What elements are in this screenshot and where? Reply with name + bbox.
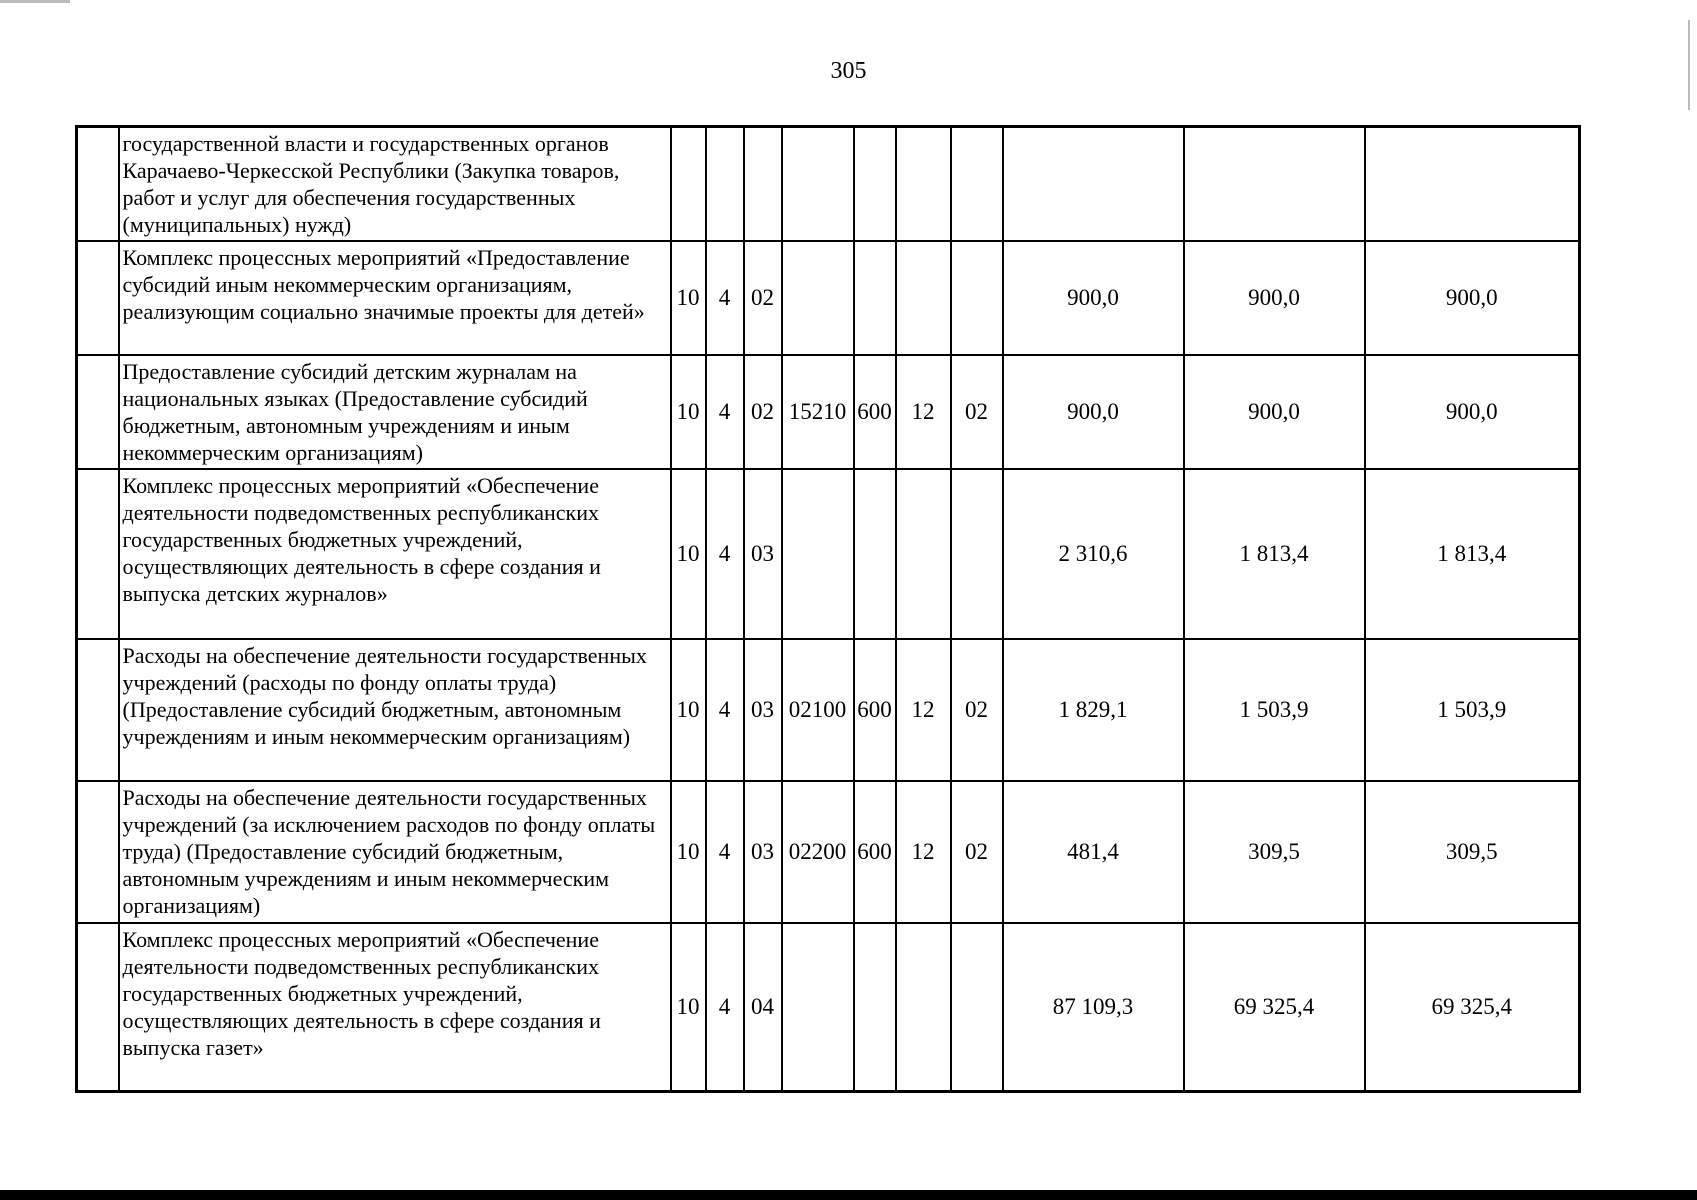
row-number-cell: [77, 469, 119, 639]
code-cell-2: 4: [706, 469, 744, 639]
row-number-cell: [77, 639, 119, 781]
description-cell: Расходы на обеспечение деятельности государственных учреждений (расходы по фонду оплаты труда) (Предоставление субсидий бюджетным, автономным учреждениям и иным некоммерческим организациям): [119, 639, 671, 781]
code-cell-1: 10: [671, 355, 706, 469]
code-cell-3: 03: [744, 469, 782, 639]
code-cell-3: 03: [744, 781, 782, 923]
table-row: [77, 781, 1580, 923]
code-cell-5: [854, 127, 896, 242]
table-row: [77, 639, 1580, 781]
code-cell-5: 600: [854, 781, 896, 923]
description-cell: Расходы на обеспечение деятельности государственных учреждений (за исключением расходов по фонду оплаты труда) (Предоставление субсидий бюджетным, автономным учреждениям и иным некоммерческим организациям): [119, 781, 671, 923]
code-cell-4: 15210: [782, 355, 854, 469]
code-cell-2: [706, 127, 744, 242]
description-cell: Комплекс процессных мероприятий «Обеспечение деятельности подведомственных республиканских государственных бюджетных учреждений, осуществляющих деятельность в сфере создания и выпуска детских журналов»: [119, 469, 671, 639]
amount-cell-1: 87 109,3: [1003, 923, 1184, 1091]
code-cell-3: [744, 127, 782, 242]
amount-cell-3: 1 813,4: [1365, 469, 1580, 639]
amount-cell-1: 900,0: [1003, 241, 1184, 355]
table-row: [77, 355, 1580, 469]
amount-cell-1: 2 310,6: [1003, 469, 1184, 639]
amount-cell-2: 69 325,4: [1184, 923, 1365, 1091]
code-cell-7: 02: [951, 355, 1003, 469]
code-cell-4: 02200: [782, 781, 854, 923]
amount-cell-3: [1365, 127, 1580, 242]
code-cell-5: 600: [854, 355, 896, 469]
row-number-cell: [77, 241, 119, 355]
code-cell-7: [951, 923, 1003, 1091]
code-cell-1: 10: [671, 639, 706, 781]
table-row: [77, 127, 1580, 242]
amount-cell-2: 900,0: [1184, 355, 1365, 469]
description-cell: Комплекс процессных мероприятий «Предоставление субсидий иным некоммерческим организациям, реализующим социально значимые проекты для детей»: [119, 241, 671, 355]
code-cell-1: 10: [671, 781, 706, 923]
amount-cell-2: 900,0: [1184, 241, 1365, 355]
code-cell-5: [854, 241, 896, 355]
code-cell-5: 600: [854, 639, 896, 781]
code-cell-1: [671, 127, 706, 242]
code-cell-6: 12: [896, 355, 951, 469]
code-cell-7: 02: [951, 781, 1003, 923]
amount-cell-3: 1 503,9: [1365, 639, 1580, 781]
code-cell-2: 4: [706, 639, 744, 781]
row-number-cell: [77, 127, 119, 242]
description-cell: Предоставление субсидий детским журналам на национальных языках (Предоставление субсидий бюджетным, автономным учреждениям и иным некоммерческим организациям): [119, 355, 671, 469]
amount-cell-3: 900,0: [1365, 241, 1580, 355]
amount-cell-2: 309,5: [1184, 781, 1365, 923]
table-row: [77, 241, 1580, 355]
code-cell-3: 04: [744, 923, 782, 1091]
table-row: [77, 469, 1580, 639]
code-cell-1: 10: [671, 923, 706, 1091]
code-cell-4: [782, 127, 854, 242]
description-cell: Комплекс процессных мероприятий «Обеспечение деятельности подведомственных республиканских государственных бюджетных учреждений, осуществляющих деятельность в сфере создания и выпуска газет»: [119, 923, 671, 1091]
amount-cell-1: 900,0: [1003, 355, 1184, 469]
code-cell-3: 02: [744, 355, 782, 469]
code-cell-6: [896, 923, 951, 1091]
amount-cell-2: [1184, 127, 1365, 242]
scan-bottom-edge: [0, 1190, 1697, 1200]
code-cell-4: [782, 469, 854, 639]
code-cell-7: [951, 469, 1003, 639]
code-cell-2: 4: [706, 923, 744, 1091]
code-cell-2: 4: [706, 355, 744, 469]
scan-corner-mark: [0, 0, 70, 3]
code-cell-4: [782, 923, 854, 1091]
code-cell-1: 10: [671, 241, 706, 355]
row-number-cell: [77, 355, 119, 469]
amount-cell-1: 1 829,1: [1003, 639, 1184, 781]
code-cell-1: 10: [671, 469, 706, 639]
code-cell-5: [854, 923, 896, 1091]
amount-cell-3: 309,5: [1365, 781, 1580, 923]
amount-cell-2: 1 813,4: [1184, 469, 1365, 639]
row-number-cell: [77, 923, 119, 1091]
table-row: [77, 923, 1580, 1091]
code-cell-4: 02100: [782, 639, 854, 781]
code-cell-4: [782, 241, 854, 355]
amount-cell-1: [1003, 127, 1184, 242]
code-cell-3: 02: [744, 241, 782, 355]
code-cell-2: 4: [706, 241, 744, 355]
code-cell-6: 12: [896, 781, 951, 923]
code-cell-6: 12: [896, 639, 951, 781]
page-number: 305: [830, 58, 867, 84]
code-cell-7: [951, 241, 1003, 355]
code-cell-6: [896, 469, 951, 639]
budget-table: [75, 125, 1581, 1093]
amount-cell-2: 1 503,9: [1184, 639, 1365, 781]
code-cell-3: 03: [744, 639, 782, 781]
code-cell-5: [854, 469, 896, 639]
code-cell-7: [951, 127, 1003, 242]
row-number-cell: [77, 781, 119, 923]
code-cell-6: [896, 127, 951, 242]
code-cell-2: 4: [706, 781, 744, 923]
amount-cell-1: 481,4: [1003, 781, 1184, 923]
description-cell: государственной власти и государственных органов Карачаево-Черкесской Республики (Закупка товаров, работ и услуг для обеспечения государственных (муниципальных) нужд): [119, 127, 671, 242]
code-cell-7: 02: [951, 639, 1003, 781]
code-cell-6: [896, 241, 951, 355]
amount-cell-3: 900,0: [1365, 355, 1580, 469]
amount-cell-3: 69 325,4: [1365, 923, 1580, 1091]
